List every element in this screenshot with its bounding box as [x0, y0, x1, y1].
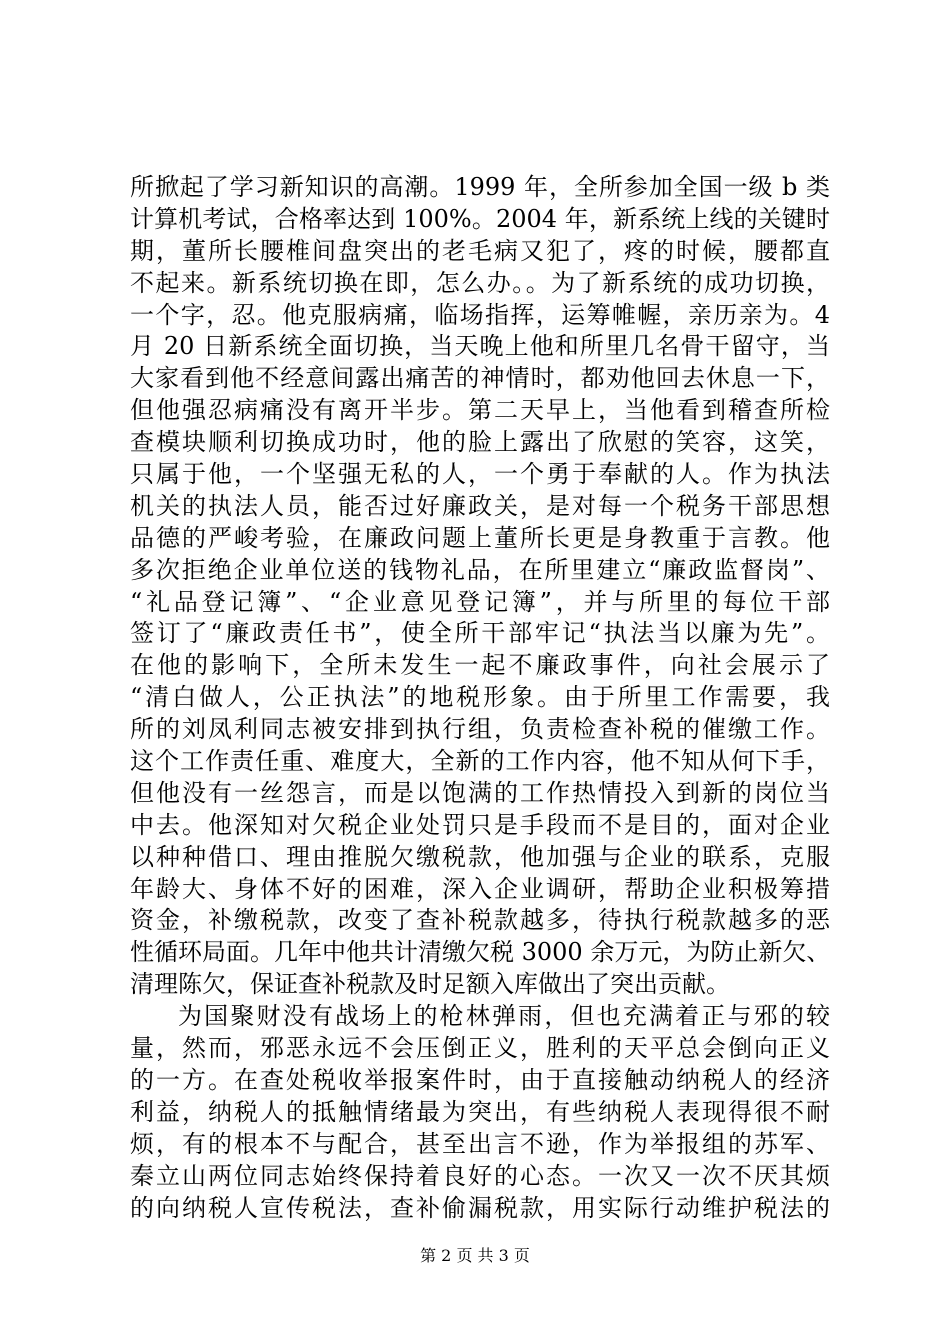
text-line: 多次拒绝企业单位送的钱物礼品，在所里建立“廉政监督岗”、 — [130, 555, 830, 584]
page-footer — [0, 1245, 950, 1267]
text-line: 年龄大、身体不好的困难，深入企业调研，帮助企业积极筹措 — [130, 874, 830, 903]
text-line: 大家看到他不经意间露出痛苦的神情时，都劝他回去休息一下， — [130, 364, 830, 393]
text-line: 机关的执法人员，能否过好廉政关，是对每一个税务干部思想 — [130, 491, 830, 520]
text-line: 烦，有的根本不与配合，甚至出言不逊，作为举报组的苏军、 — [130, 1129, 830, 1158]
body-text — [130, 172, 830, 1224]
text-line: 量，然而，邪恶永远不会压倒正义，胜利的天平总会倒向正义 — [130, 1034, 830, 1063]
text-line: 的一方。在查处税收举报案件时，由于直接触动纳税人的经济 — [130, 1065, 830, 1094]
text-line: 品德的严峻考验，在廉政问题上董所长更是身教重于言教。他 — [130, 523, 830, 552]
text-line: 期，董所长腰椎间盘突出的老毛病又犯了，疼的时候，腰都直 — [130, 236, 830, 265]
paragraph-end-line: 清理陈欠，保证查补税款及时足额入库做出了突出贡献。 — [130, 970, 730, 999]
paragraph-start-line: 为国聚财没有战场上的枪林弹雨，但也充满着正与邪的较 — [178, 1002, 830, 1031]
text-line: 利益，纳税人的抵触情绪最为突出，有些纳税人表现得很不耐 — [130, 1097, 830, 1126]
text-line: 资金，补缴税款，改变了查补税款越多，待执行税款越多的恶 — [130, 906, 830, 935]
text-line: 这个工作责任重、难度大，全新的工作内容，他不知从何下手， — [130, 747, 830, 776]
text-line: 以种种借口、理由推脱欠缴税款，他加强与企业的联系，克服 — [130, 842, 830, 871]
text-line: 签订了“廉政责任书”，使全所干部牢记“执法当以廉为先”。 — [130, 619, 830, 648]
text-line: 所的刘凤利同志被安排到执行组，负责检查补税的催缴工作。 — [130, 715, 830, 744]
text-line: 不起来。新系统切换在即，怎么办。。为了新系统的成功切换， — [130, 268, 830, 297]
text-line: 的向纳税人宣传税法，查补偷漏税款，用实际行动维护税法的 — [130, 1193, 830, 1222]
text-line: 中去。他深知对欠税企业处罚只是手段而不是目的，面对企业 — [130, 810, 830, 839]
text-line: 性循环局面。几年中他共计清缴欠税 3000 余万元，为防止新欠、 — [130, 938, 831, 967]
page-number: 第 2 页 共 3 页 — [420, 1246, 530, 1265]
text-line: 所掀起了学习新知识的高潮。1999 年，全所参加全国一级 b 类 — [130, 173, 830, 201]
text-line: 但他没有一丝怨言，而是以饱满的工作热情投入到新的岗位当 — [130, 778, 830, 807]
text-line: “礼品登记簿”、“企业意见登记簿”，并与所里的每位干部 — [130, 587, 830, 616]
text-line: 月 20 日新系统全面切换，当天晚上他和所里几名骨干留守，当 — [130, 332, 830, 361]
text-line: 一个字，忍。他克服病痛，临场指挥，运筹帷幄，亲历亲为。4 — [130, 300, 830, 329]
text-line: “清白做人，公正执法”的地税形象。由于所里工作需要，我 — [130, 683, 830, 712]
text-line: 但他强忍病痛没有离开半步。第二天早上，当他看到稽查所检 — [130, 396, 830, 425]
text-line: 计算机考试，合格率达到 100%。2004 年，新系统上线的关键时 — [130, 204, 830, 233]
text-line: 在他的影响下，全所未发生一起不廉政事件，向社会展示了 — [130, 651, 830, 680]
text-line: 秦立山两位同志始终保持着良好的心态。一次又一次不厌其烦 — [130, 1161, 830, 1190]
text-line: 查模块顺利切换成功时，他的脸上露出了欣慰的笑容，这笑， — [130, 428, 830, 457]
text-line: 只属于他，一个坚强无私的人，一个勇于奉献的人。作为执法 — [130, 460, 830, 489]
